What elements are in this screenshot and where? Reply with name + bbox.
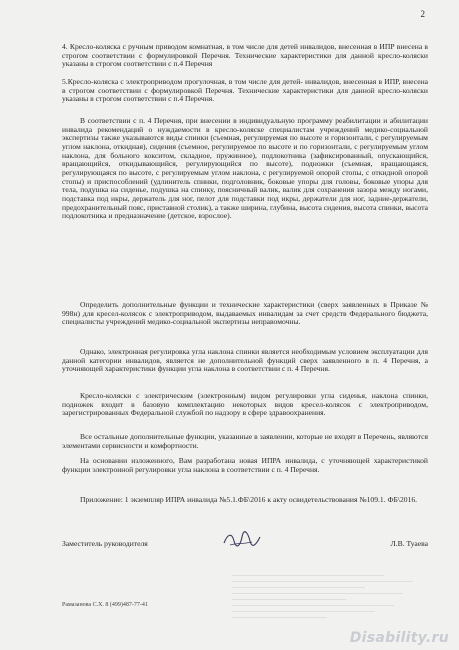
page-number: 2	[420, 9, 425, 19]
faint-bleedthrough-text	[232, 570, 422, 630]
paragraph-item-5: 5.Кресло-коляска с электроприводом прогулочная, в том числе для детей- инвалидов, внесенная в ИПР, внесена в строгом соответствии с формулировкой Перечня. Технические характеристики для данной кресло-коляски указаны в строгом соответствии с п.4 Перечня.	[62, 77, 428, 104]
handwritten-signature	[222, 531, 262, 549]
signer-name: Л.В. Туаева	[390, 539, 428, 548]
paragraph-electric-seat: Кресло-коляски с электрическим (электронным) видом регулировки угла сиденья, наклона спинки, подножек входит в базовую комплектацию некоторых видов кресел-колясок с электроприводом, зарегистрированных Федеральной службой по надзору в сфере здравоохранения.	[62, 391, 428, 418]
paragraph-additional-functions: Определить дополнительные функции и технические характеристики (сверх заявленных в Приказе № 998н) для кресел-колясок с электроприводом, выдаваемых инвалидам за счет средств Федерального бюджета, специалисты учреждений медико-социальной экспертизы неправомочны.	[62, 300, 428, 327]
signer-position: Заместитель руководителя	[62, 539, 148, 548]
paragraph-electronic-regulation: Однако, электронная регулировка угла наклона спинки является необходимым условием эксплуатации для данной категории инвалидов, является не дополнительной функций сверх заявленного в п. 4 Перечня, а уточняющей характеристики функции угла наклона в соответствии с п. 4 Перечня.	[62, 347, 428, 374]
watermark-logo: Disability.ru	[349, 630, 449, 646]
contact-line: Рамазанова С.Х. 8 (499)487-77-41	[62, 602, 148, 608]
paragraph-other-functions: Все остальные дополнительные функции, указанные в заявлении, которые не входят в Перечень, являются элементами сервисности и комфортности.	[62, 432, 428, 450]
paragraph-attachment: Приложение: 1 экземпляр ИПРА инвалида №5.1.ФБ\2016 к акту освидетельствования №109.1. ФБ\2016.	[80, 495, 418, 504]
paragraph-conclusion: На основании изложенного, Вам разработана новая ИПРА инвалида, с уточняющей характеристикой функции электроиной регулировки угла наклона в соответствии с п. 4 Перечня.	[62, 456, 428, 474]
paragraph-item-4: 4. Кресло-коляска с ручным приводом комнатная, в том числе для детей инвалидов, внесенная в ИПР внесена в строгом соответствии с формулировкой Перечня. Технические характеристики для данной кресло-коляски указаны в строгом соответствии с п.4 Перечня	[62, 42, 428, 69]
paragraph-perechen-details: В соответствии с п. 4 Перечня, при внесении в индивидуальную программу реабилитации и абилитации инвалида рекомендаций о нуждаемости в кресло-коляске специалистам учреждений медико-социальной экспертизы также указываются виды спинки (съемная, регулируемая по высоте и горизонтали, с регулируемым углом наклона, откидная), сидения (съемное, регулируемое по высоте и по горизонтали, с регулируемым углом наклона, для больного кокситом, складное, пружинное), подлокотника (зафиксированный, опускающийся, вращающийся, откидывающийся, регулирующийся по высоте), подножки (съемная, вращающаяся, регулирующаяся по высоте, с регулируемым углом наклона, с регулируемой опорой стопы, с откидной опорой стопы) и приспособлений (удлинитель спинки, подголовник, боковые упоры для головы, боковые упоры для тела, подушка на сиденье, подушка на спинку, поясничный валик, валик для сохранения зазора между ногами, подставка под икры, держатель для ног, пелот для подставки под икры, держатели для ног, задние-держатели, предохранительный пояс, приставной столик), а также ширина, глубина, высота сидения, высота спинки, высота подлокотника и предназначение (детское, взрослое).	[62, 116, 428, 221]
